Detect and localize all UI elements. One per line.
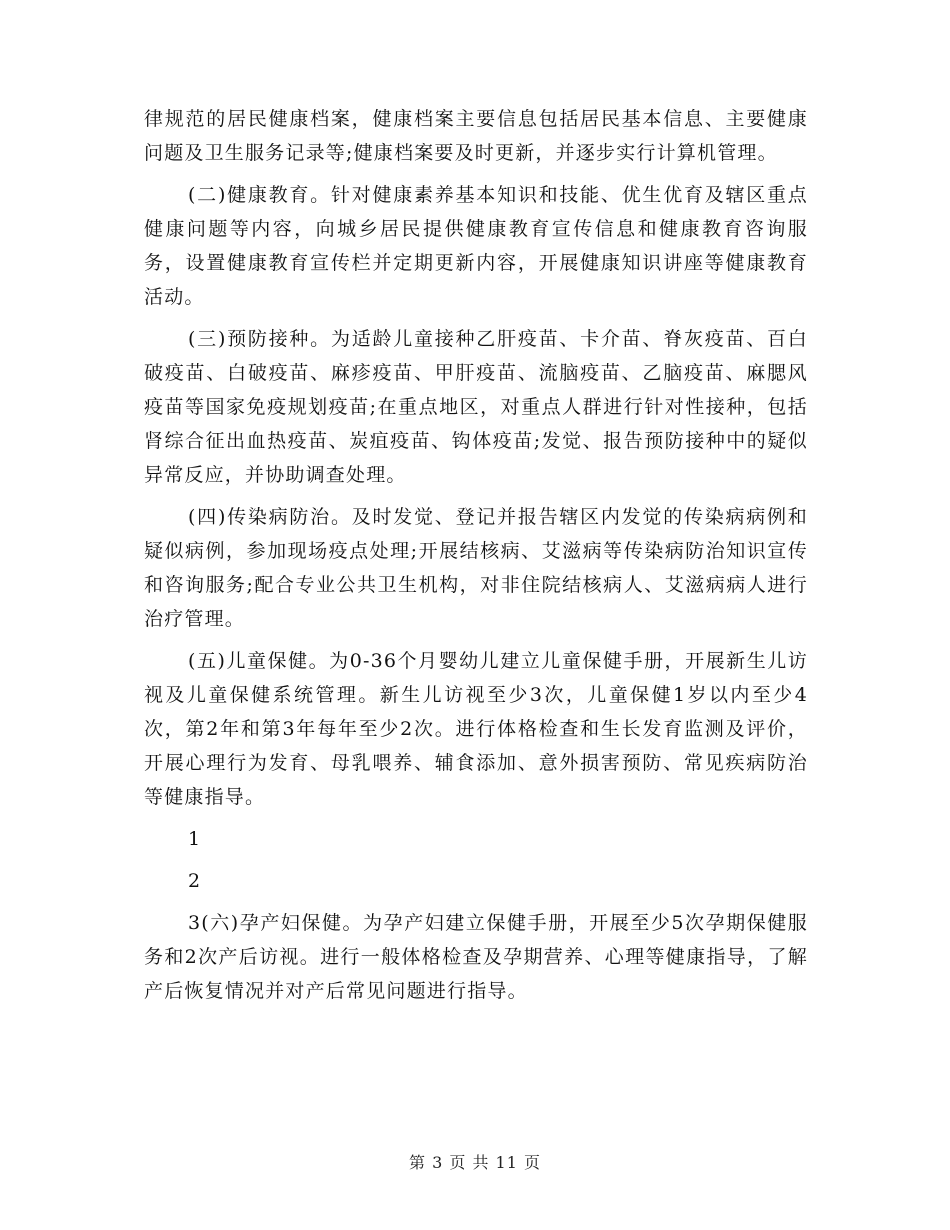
paragraph-health-records-continued: 律规范的居民健康档案，健康档案主要信息包括居民基本信息、主要健康问题及卫生服务记录等;健康档案要及时更新，并逐步实行计算机管理。: [144, 108, 808, 164]
paragraph-health-education: (二)健康教育。针对健康素养基本知识和技能、优生优育及辖区重点健康问题等内容，向城乡居民提供健康教育宣传信息和健康教育咨询服务，设置健康教育宣传栏并定期更新内容，开展健康知识讲座等健康教育活动。: [144, 184, 808, 308]
paragraph-vaccination: (三)预防接种。为适龄儿童接种乙肝疫苗、卡介苗、脊灰疫苗、百白破疫苗、白破疫苗、麻疹疫苗、甲肝疫苗、流脑疫苗、乙脑疫苗、麻腮风疫苗等国家免疫规划疫苗;在重点地区，对重点人群进行针对性接种，包括肾综合征出血热疫苗、炭疽疫苗、钩体疫苗;发觉、报告预防接种中的疑似异常反应，并协助调查处理。: [144, 328, 808, 486]
page-footer: 第 3 页 共 11 页: [409, 1153, 541, 1172]
paragraph-number-1: 1: [188, 828, 202, 850]
paragraph-infectious-disease: (四)传染病防治。及时发觉、登记并报告辖区内发觉的传染病病例和疑似病例，参加现场疫点处理;开展结核病、艾滋病等传染病防治知识宣传和咨询服务;配合专业公共卫生机构，对非住院结核病人、艾滋病病人进行治疗管理。: [144, 506, 808, 630]
document-body: [144, 102, 808, 1008]
paragraph-number-2: 2: [188, 870, 202, 892]
paragraph-maternal-health: 3(六)孕产妇保健。为孕产妇建立保健手册，开展至少5次孕期保健服务和2次产后访视。进行一般体格检查及孕期营养、心理等健康指导，了解产后恢复情况并对产后常见问题进行指导。: [144, 912, 808, 1002]
paragraph-child-health: (五)儿童保健。为0-36个月婴幼儿建立儿童保健手册，开展新生儿访视及儿童保健系统管理。新生儿访视至少3次，儿童保健1岁以内至少4次，第2年和第3年每年至少2次。进行体格检查和生长发育监测及评价，开展心理行为发育、母乳喂养、辅食添加、意外损害预防、常见疾病防治等健康指导。: [144, 650, 808, 808]
